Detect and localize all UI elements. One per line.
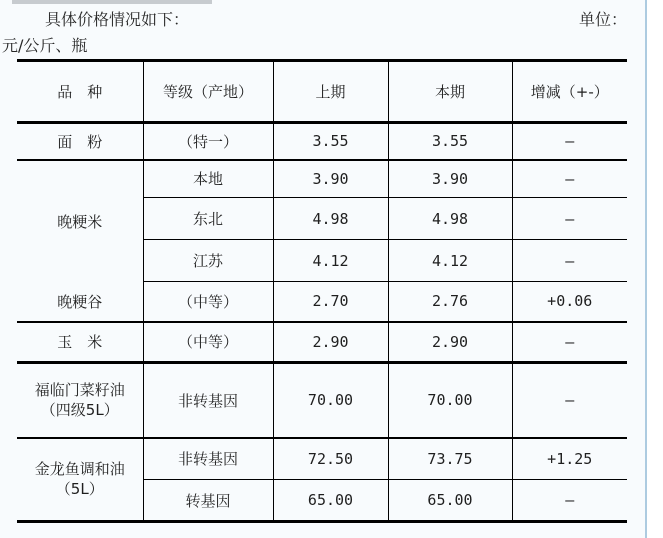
product-cell: 玉 米 [17,322,143,363]
curr-price-cell: 4.98 [388,198,512,240]
header-grade: 等级（产地） [143,61,273,123]
table-row-rapeseed-oil [17,363,627,438]
grade-cell: 转基因 [143,480,273,522]
page-right-margin [647,0,663,538]
product-line2: （5L） [55,480,104,499]
table-header-row [17,61,627,123]
curr-price-cell: 4.12 [388,240,512,282]
header-change: 增减（+-） [512,61,627,123]
change-cell: — [512,198,627,240]
change-cell: — [512,123,627,160]
header-curr-period: 本期 [388,61,512,123]
table-row-rice-local [17,160,627,198]
grade-cell: 江苏 [143,240,273,282]
grade-cell: （特一） [143,123,273,160]
header-product: 品 种 [57,83,103,101]
header-prev-period: 上期 [273,61,388,123]
curr-price-cell: 3.90 [388,160,512,198]
change-cell: — [512,240,627,282]
change-cell: — [512,322,627,363]
curr-price-cell: 2.76 [388,282,512,322]
grade-cell: 非转基因 [143,438,273,480]
curr-price-cell: 70.00 [388,363,512,438]
table-row-paddy [17,282,627,322]
table-row-blend-oil-nongmo [17,438,627,480]
product-line2: （四级5L） [40,401,119,420]
product-line1: 福临门菜籽油 [34,381,125,400]
product-cell [17,438,143,522]
change-cell: — [512,480,627,522]
curr-price-cell: 2.90 [388,322,512,363]
table-row-corn [17,322,627,363]
prev-price-cell: 70.00 [273,363,388,438]
product-line1: 金龙鱼调和油 [34,460,125,479]
change-cell: — [512,160,627,198]
curr-price-cell: 65.00 [388,480,512,522]
prev-price-cell: 3.55 [273,123,388,160]
top-partial-bar [12,0,212,4]
unit-label: 单位： [578,10,627,29]
prev-price-cell: 4.12 [273,240,388,282]
intro-text: 具体价格情况如下： [45,10,190,29]
change-cell: +0.06 [512,282,627,322]
prev-price-cell: 72.50 [273,438,388,480]
grade-cell: （中等） [143,282,273,322]
product-cell: 晚粳谷 [57,292,103,311]
prev-price-cell: 2.90 [273,322,388,363]
grade-cell: 非转基因 [143,363,273,438]
product-cell: 晚粳米 [17,160,143,282]
curr-price-cell: 3.55 [388,123,512,160]
grade-cell: （中等） [143,322,273,363]
table-row-flour [17,123,627,160]
product-cell [17,363,143,438]
unit-value: 元/公斤、瓶 [2,36,88,55]
grade-cell: 东北 [143,198,273,240]
prev-price-cell: 2.70 [273,282,388,322]
product-cell: 面 粉 [17,123,143,160]
prev-price-cell: 3.90 [273,160,388,198]
curr-price-cell: 73.75 [388,438,512,480]
prev-price-cell: 65.00 [273,480,388,522]
change-cell: +1.25 [512,438,627,480]
grade-cell: 本地 [143,160,273,198]
prev-price-cell: 4.98 [273,198,388,240]
change-cell: — [512,363,627,438]
price-table [17,59,627,523]
